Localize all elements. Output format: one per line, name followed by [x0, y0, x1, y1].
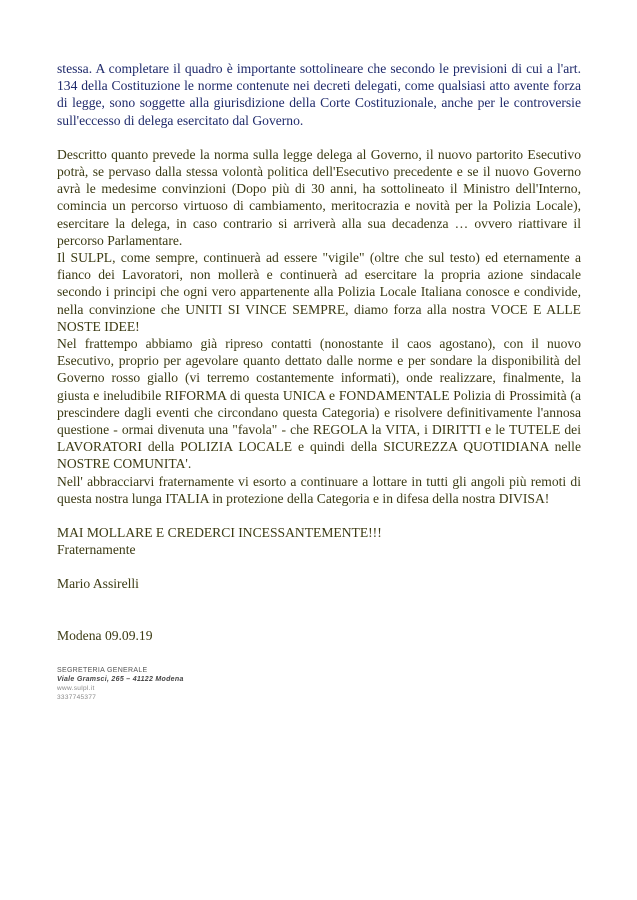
- closing-slogan: MAI MOLLARE E CREDERCI INCESSANTEMENTE!!!: [57, 525, 382, 541]
- footer-address: Viale Gramsci, 265 – 41122 Modena: [57, 675, 184, 683]
- footer-letterhead: [57, 666, 581, 702]
- footer-email: www.sulpl.it: [57, 684, 95, 692]
- place-date: Modena 09.09.19: [57, 627, 153, 643]
- paragraph-2: Descritto quanto prevede la norma sulla legge delega al Governo, il nuovo partorito Esecutivo potrà, se pervaso dalla stessa volontà politica dell'Esecutivo precedente e se il nuovo Governo avrà le medesime convinzioni (Dopo più di 30 anni, ha sottolineato il Ministro dell'Interno, comincia un percorso virtuoso di cambiamento, meritocrazia e novità per la Polizia Locale), esercitare la delega, in caso contrario si arriverà alla sua decadenza … ovvero riattivare il percorso Parlamentare.: [57, 146, 581, 248]
- signature-name: Mario Assirelli: [57, 576, 139, 592]
- footer-office: SEGRETERIA GENERALE: [57, 666, 148, 674]
- paragraph-1: stessa. A completare il quadro è importante sottolineare che secondo le previsioni di cui a l'art. 134 della Costituzione le norme contenute nei decreti delegati, come qualsiasi atto avente forza di legge, sono soggette alla giurisdizione della Corte Costituzionale, anche per le controversie sull'eccesso di delega esercitato dal Governo.: [57, 61, 581, 128]
- paragraph-3: Il SULPL, come sempre, continuerà ad essere "vigile" (oltre che sul testo) ed eternamente a fianco dei Lavoratori, non mollerà e continuerà ad esercitare la propria azione sindacale secondo i principi che ogni vero appartenente alla Polizia Locale Italiana conosce e condivide, nella convinzione che UNITI SI VINCE SEMPRE, diamo forza alla nostra VOCE E ALLE NOSTE IDEE!: [57, 250, 581, 334]
- paragraph-5: Nell' abbracciarvi fraternamente vi esorto a continuare a lottare in tutti gli angoli più remoti di questa nostra lunga ITALIA in protezione della Categoria e in difesa della nostra DIVISA!: [57, 473, 581, 506]
- closing-salutation: Fraternamente: [57, 542, 136, 558]
- paragraph-4: Nel frattempo abbiamo già ripreso contatti (nonostante il caos agostano), con il nuovo Esecutivo, proprio per agevolare quanto dettato dalle norme e per sondare la disponibilità del Governo rosso giallo (vi terremo costantemente informati), onde realizzare, finalmente, la giusta e ineludibile RIFORMA di questa UNICA e FONDAMENTALE Polizia di Prossimità (a prescindere dagli eventi che circondano questa Categoria) e risolvere definitivamente l'annosa questione - ormai divenuta una "favola" - che REGOLA la VITA, i DIRITTI e le TUTELE dei LAVORATORI della POLIZIA LOCALE e quindi della SICUREZZA QUOTIDIANA nelle NOSTRE COMUNITA'.: [57, 336, 581, 472]
- footer-phone: 3337745377: [57, 693, 97, 701]
